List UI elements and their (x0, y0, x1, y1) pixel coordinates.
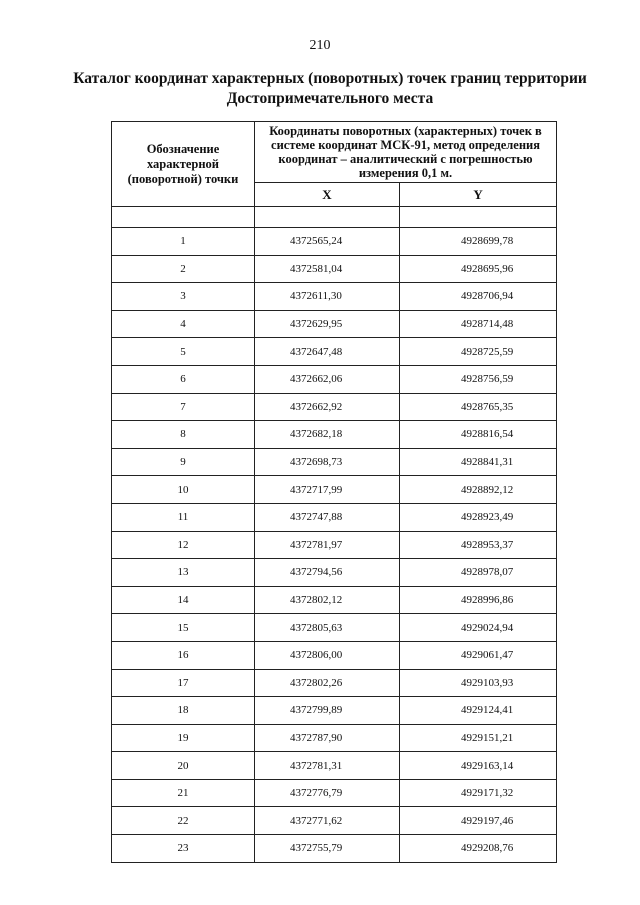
table-row (112, 283, 557, 311)
table-row (112, 752, 557, 780)
x-coordinate-cell: 4372806,00 (255, 641, 400, 669)
point-number-cell: 20 (112, 752, 255, 780)
header-spacer-row (112, 207, 557, 228)
y-coordinate-cell: 4928923,49 (400, 503, 557, 531)
x-coordinate-cell: 4372717,99 (255, 476, 400, 504)
x-coordinate-cell: 4372581,04 (255, 255, 400, 283)
y-coordinate-cell: 4929151,21 (400, 724, 557, 752)
table-row (112, 559, 557, 587)
point-number-cell: 19 (112, 724, 255, 752)
y-coordinate-cell: 4929197,46 (400, 807, 557, 835)
table-row (112, 614, 557, 642)
y-coordinate-cell: 4928714,48 (400, 310, 557, 338)
y-coordinate-cell: 4929124,41 (400, 697, 557, 725)
y-coordinate-cell: 4929061,47 (400, 641, 557, 669)
y-coordinate-cell: 4928765,35 (400, 393, 557, 421)
table-row (112, 669, 557, 697)
point-number-cell: 21 (112, 779, 255, 807)
header-point-designation: Обозначение характерной (поворотной) точки (112, 122, 255, 207)
table-row (112, 779, 557, 807)
table-row (112, 228, 557, 256)
point-number-cell: 23 (112, 835, 255, 863)
y-coordinate-cell: 4928996,86 (400, 586, 557, 614)
point-number-cell: 1 (112, 228, 255, 256)
point-number-cell: 2 (112, 255, 255, 283)
point-number-cell: 22 (112, 807, 255, 835)
x-coordinate-cell: 4372794,56 (255, 559, 400, 587)
table-body (112, 207, 557, 863)
spacer-cell (255, 207, 400, 228)
y-coordinate-cell: 4928816,54 (400, 421, 557, 449)
table-row (112, 476, 557, 504)
y-coordinate-cell: 4928706,94 (400, 283, 557, 311)
table-row (112, 503, 557, 531)
document-title (50, 69, 610, 109)
point-number-cell: 3 (112, 283, 255, 311)
point-number-cell: 15 (112, 614, 255, 642)
x-coordinate-cell: 4372647,48 (255, 338, 400, 366)
table-row (112, 807, 557, 835)
y-coordinate-cell: 4928756,59 (400, 365, 557, 393)
x-coordinate-cell: 4372662,06 (255, 365, 400, 393)
table-row (112, 697, 557, 725)
point-number-cell: 17 (112, 669, 255, 697)
y-coordinate-cell: 4928699,78 (400, 228, 557, 256)
point-number-cell: 14 (112, 586, 255, 614)
y-coordinate-cell: 4928841,31 (400, 448, 557, 476)
point-number-cell: 10 (112, 476, 255, 504)
point-number-cell: 11 (112, 503, 255, 531)
title-line-2: Достопримечательного места (226, 90, 434, 107)
x-coordinate-cell: 4372755,79 (255, 835, 400, 863)
table-row (112, 641, 557, 669)
page-number: 210 (309, 38, 331, 53)
header-y: Y (400, 183, 557, 207)
x-coordinate-cell: 4372629,95 (255, 310, 400, 338)
table-row (112, 531, 557, 559)
point-number-cell: 6 (112, 365, 255, 393)
x-coordinate-cell: 4372662,92 (255, 393, 400, 421)
y-coordinate-cell: 4928695,96 (400, 255, 557, 283)
point-number-cell: 18 (112, 697, 255, 725)
table-row (112, 393, 557, 421)
spacer-cell (112, 207, 255, 228)
x-coordinate-cell: 4372781,31 (255, 752, 400, 780)
x-coordinate-cell: 4372802,12 (255, 586, 400, 614)
table-row (112, 421, 557, 449)
x-coordinate-cell: 4372698,73 (255, 448, 400, 476)
y-coordinate-cell: 4928892,12 (400, 476, 557, 504)
y-coordinate-cell: 4929103,93 (400, 669, 557, 697)
header-coordinates: Координаты поворотных (характерных) точек в системе координат МСК-91, метод определения координат – аналитический с погрешностью измерения 0,1 м. (255, 122, 557, 183)
table-row (112, 338, 557, 366)
point-number-cell: 9 (112, 448, 255, 476)
spacer-cell (400, 207, 557, 228)
x-coordinate-cell: 4372747,88 (255, 503, 400, 531)
point-number-cell: 16 (112, 641, 255, 669)
table-row (112, 835, 557, 863)
y-coordinate-cell: 4929024,94 (400, 614, 557, 642)
title-line-1: Каталог координат характерных (поворотных) точек границ территории (73, 70, 587, 87)
coordinates-table (111, 121, 557, 863)
point-number-cell: 5 (112, 338, 255, 366)
x-coordinate-cell: 4372565,24 (255, 228, 400, 256)
y-coordinate-cell: 4929163,14 (400, 752, 557, 780)
header-x: X (255, 183, 400, 207)
y-coordinate-cell: 4929171,32 (400, 779, 557, 807)
x-coordinate-cell: 4372776,79 (255, 779, 400, 807)
y-coordinate-cell: 4928953,37 (400, 531, 557, 559)
y-coordinate-cell: 4929208,76 (400, 835, 557, 863)
table-row (112, 586, 557, 614)
x-coordinate-cell: 4372787,90 (255, 724, 400, 752)
table-row (112, 724, 557, 752)
x-coordinate-cell: 4372682,18 (255, 421, 400, 449)
table-row (112, 448, 557, 476)
y-coordinate-cell: 4928978,07 (400, 559, 557, 587)
table-row (112, 255, 557, 283)
point-number-cell: 13 (112, 559, 255, 587)
x-coordinate-cell: 4372805,63 (255, 614, 400, 642)
y-coordinate-cell: 4928725,59 (400, 338, 557, 366)
x-coordinate-cell: 4372799,89 (255, 697, 400, 725)
point-number-cell: 12 (112, 531, 255, 559)
x-coordinate-cell: 4372771,62 (255, 807, 400, 835)
point-number-cell: 4 (112, 310, 255, 338)
table-row (112, 365, 557, 393)
point-number-cell: 7 (112, 393, 255, 421)
x-coordinate-cell: 4372611,30 (255, 283, 400, 311)
x-coordinate-cell: 4372781,97 (255, 531, 400, 559)
point-number-cell: 8 (112, 421, 255, 449)
x-coordinate-cell: 4372802,26 (255, 669, 400, 697)
table-row (112, 310, 557, 338)
